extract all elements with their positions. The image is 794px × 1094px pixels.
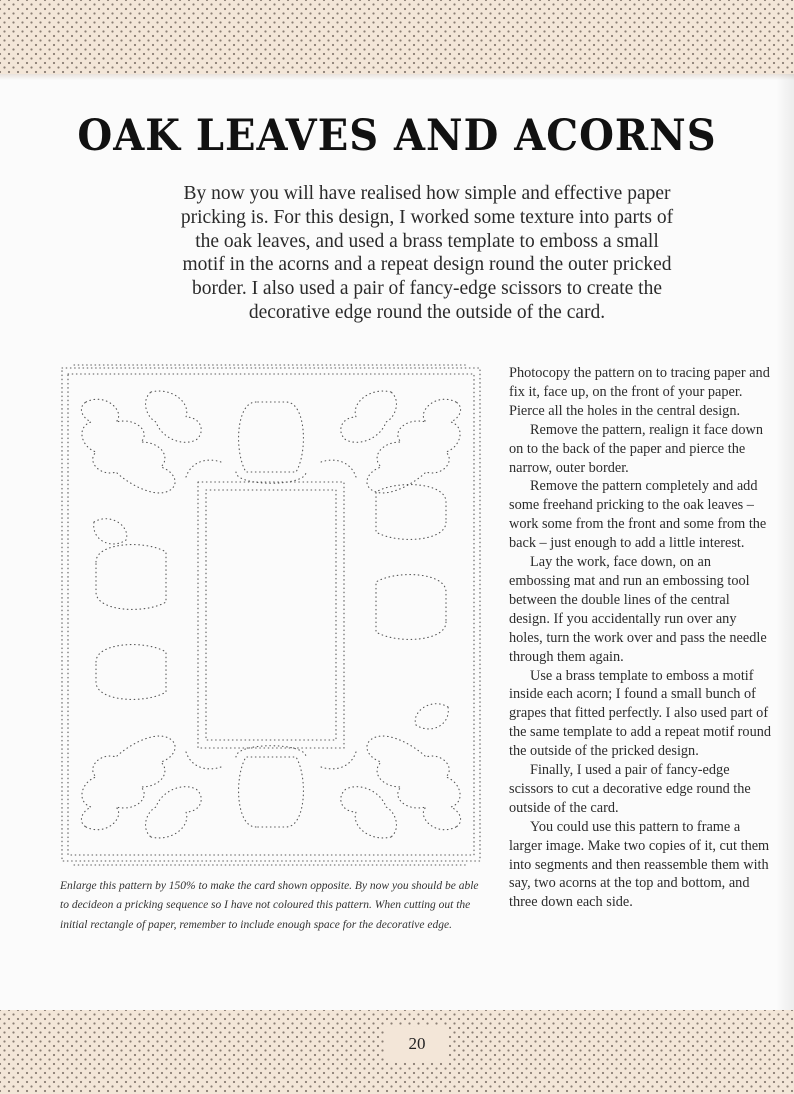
- page-number: 20: [385, 1027, 449, 1061]
- stem-bottom-right: [321, 752, 356, 769]
- instruction-paragraph: Remove the pattern completely and add some freehand pricking to the oak leaves – work some from the front and some from the back – just enough to add a little interest.: [509, 478, 767, 552]
- instruction-paragraph: Photocopy the pattern on to tracing paper and fix it, face up, on the front of your paper. Pierce all the holes in the central design.: [509, 365, 770, 419]
- acorn-left-2: [96, 645, 166, 700]
- oak-leaf-top-right-2: [341, 391, 397, 442]
- pricking-pattern-drawing: [56, 362, 486, 867]
- pricking-pattern: [56, 362, 486, 867]
- intro-paragraph: By now you will have realised how simple and effective paper pricking is. For this design, I worked some texture into parts of the oak leaves, and used a brass template to emboss a small motif in the acorns and a repeat design round the outer pricked border. I also used a pair of fancy-edge scissors to create the decorative edge round the outside of the card.: [180, 183, 674, 323]
- stem-top-right: [321, 460, 356, 477]
- acorn-right-2: [376, 485, 446, 540]
- oak-leaf-top-left: [81, 399, 175, 493]
- instructions-column: [509, 364, 771, 912]
- acorn-left: [96, 545, 166, 610]
- instruction-paragraph: You could use this pattern to frame a larger image. Make two copies of it, cut them into segments and then reassemble them with say, two acorns at the top and bottom, and three down each side.: [509, 818, 770, 911]
- instruction-paragraph: Lay the work, face down, on an embossing mat and run an embossing tool between the double lines of the central design. If you accidentally run over any holes, turn the work over and pass the needle through them again.: [509, 554, 767, 665]
- acorn-top: [239, 402, 304, 472]
- leaf-left-small: [94, 519, 127, 544]
- outer-border-line-inner: [68, 374, 474, 855]
- oak-leaf-bottom-left-2: [146, 787, 202, 838]
- acorn-bottom: [239, 757, 304, 827]
- oak-leaf-bottom-right: [367, 736, 461, 830]
- instruction-paragraph: Finally, I used a pair of fancy-edge scissors to cut a decorative edge round the outside of the card.: [509, 762, 751, 816]
- acorn-bottom-cup: [236, 746, 306, 757]
- oak-leaf-bottom-left: [81, 736, 175, 830]
- outer-border-line: [62, 368, 480, 861]
- stem-top-left: [186, 460, 221, 477]
- page-edge-shadow: [776, 74, 794, 1010]
- central-frame-outer: [198, 482, 344, 748]
- oak-leaf-bottom-right-2: [341, 787, 397, 838]
- leaf-right-small: [415, 704, 448, 729]
- stem-bottom-left: [186, 752, 221, 769]
- oak-leaf-top-left-2: [146, 391, 202, 442]
- pattern-caption: Enlarge this pattern by 150% to make the card shown opposite. By now you should be able to decideon a pricking sequence so I have not coloured this pattern. When cutting out the initial rectangle of paper, remember to include enough space for the decorative edge.: [60, 880, 479, 931]
- central-frame: [206, 490, 336, 740]
- acorn-right: [376, 575, 446, 640]
- top-dotted-border: [0, 0, 794, 74]
- oak-leaf-top-right: [367, 399, 461, 493]
- page-title: OAK LEAVES AND ACORNS: [77, 110, 717, 161]
- instruction-paragraph: Remove the pattern, realign it face down on to the back of the paper and pierce the narrow, outer border.: [509, 421, 764, 476]
- instruction-paragraph: Use a brass template to emboss a motif inside each acorn; I found a small bunch of grapes that fitted perfectly. I also used part of the same template to add a repeat motif round the outside of the pricked design.: [509, 667, 772, 760]
